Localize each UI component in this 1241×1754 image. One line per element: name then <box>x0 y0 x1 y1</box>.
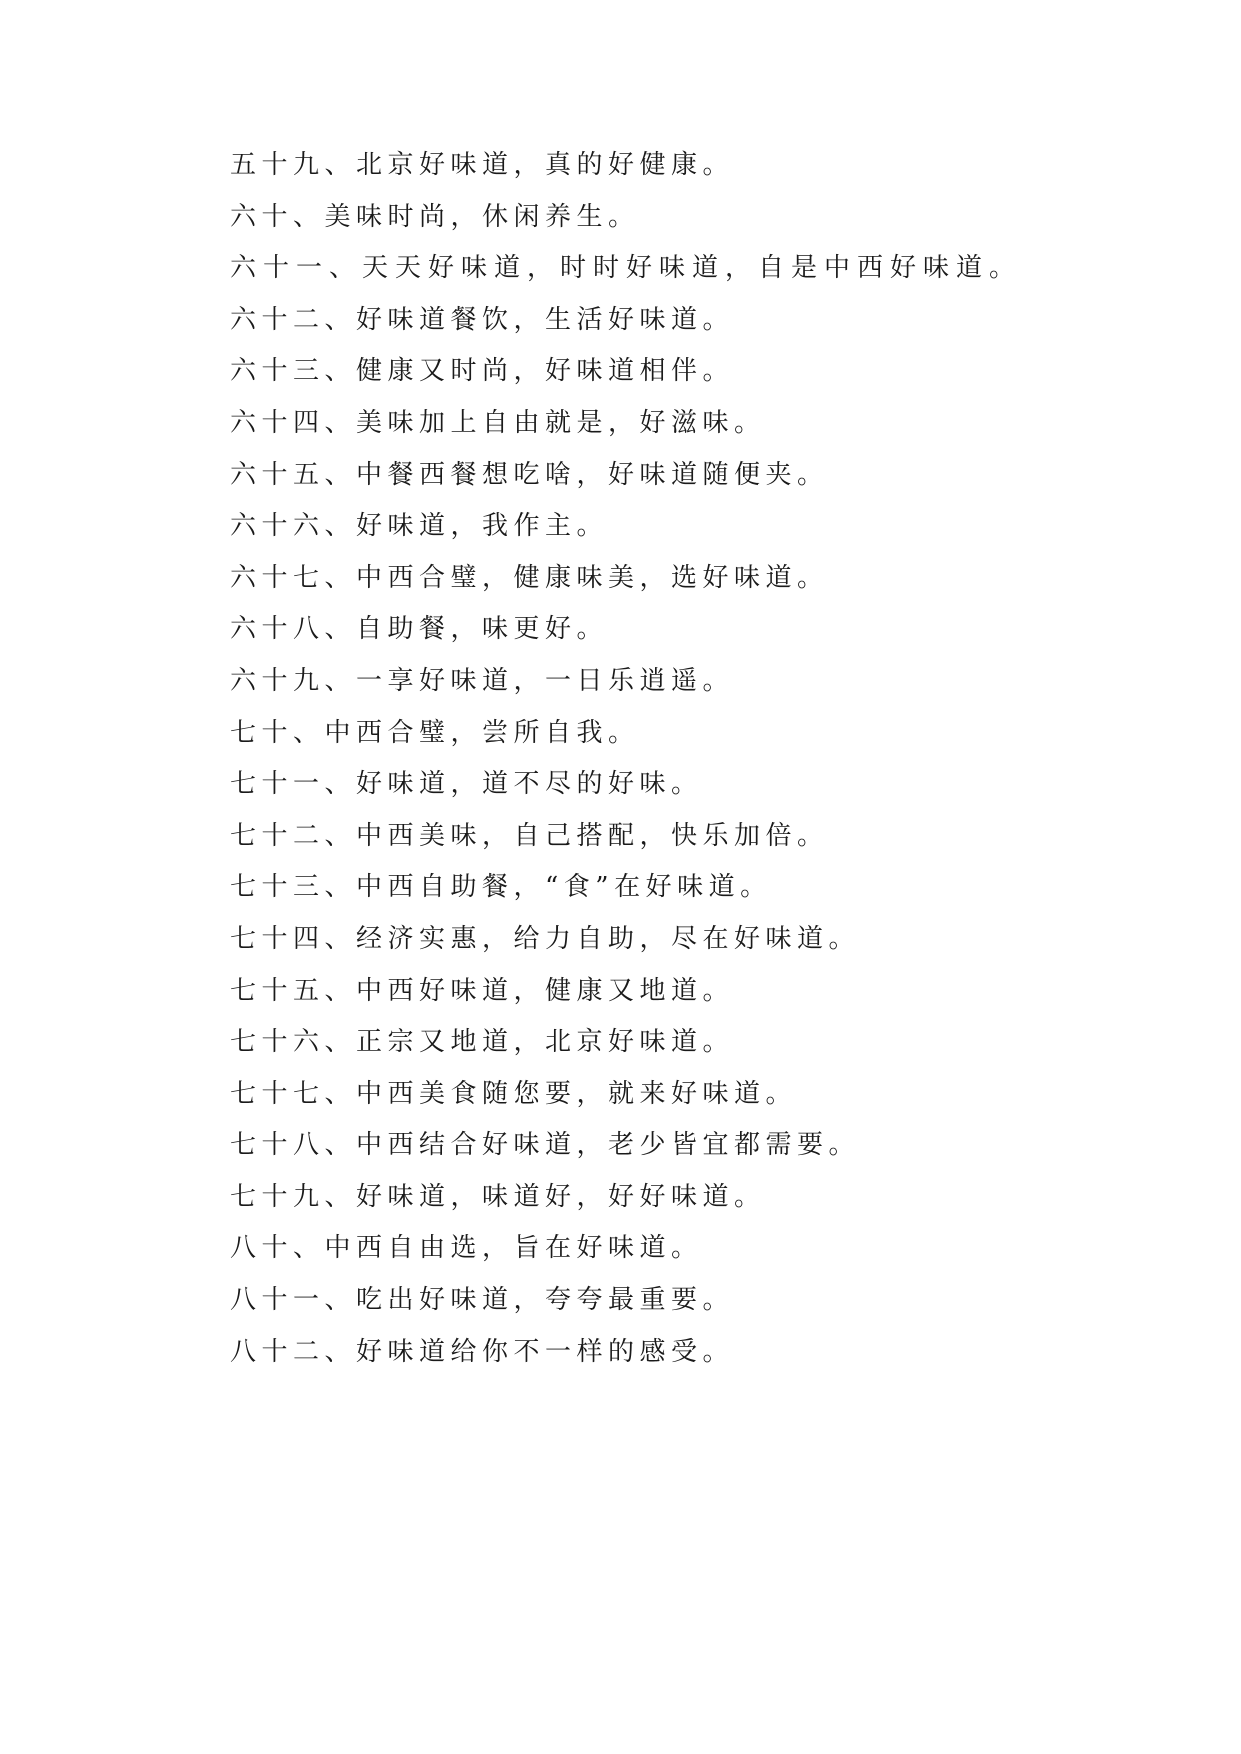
slogan-line: 五十九、北京好味道，真的好健康。 <box>230 150 735 180</box>
slogan-line: 六十三、健康又时尚，好味道相伴。 <box>230 356 735 387</box>
slogan-line: 八十一、吃出好味道，夸夸最重要。 <box>230 1285 735 1316</box>
slogan-line: 六十二、好味道餐饮，生活好味道。 <box>230 304 735 335</box>
slogan-line: 六十四、美味加上自由就是，好滋味。 <box>230 407 766 438</box>
slogan-line: 七十三、中西自助餐，“食”在好味道。 <box>230 872 772 903</box>
slogan-line: 六十八、自助餐，味更好。 <box>230 614 609 645</box>
slogan-line: 八十二、好味道给你不一样的感受。 <box>230 1336 735 1367</box>
slogan-line: 七十九、好味道，味道好，好好味道。 <box>230 1181 766 1212</box>
slogan-line: 七十、中西合璧，尝所自我。 <box>230 717 640 748</box>
slogan-line: 六十七、中西合璧，健康味美，选好味道。 <box>230 562 829 593</box>
slogan-line: 七十八、中西结合好味道，老少皆宜都需要。 <box>230 1130 861 1161</box>
slogan-line: 六十九、一享好味道，一日乐逍遥。 <box>230 665 735 696</box>
slogan-line: 七十六、正宗又地道，北京好味道。 <box>230 1027 735 1058</box>
slogan-line: 七十四、经济实惠，给力自助，尽在好味道。 <box>230 923 861 954</box>
slogan-line: 七十七、中西美食随您要，就来好味道。 <box>230 1078 798 1109</box>
slogan-line: 六十、美味时尚，休闲养生。 <box>230 201 640 232</box>
slogan-line: 七十二、中西美味，自己搭配，快乐加倍。 <box>230 820 829 851</box>
slogan-line: 六十一、天天好味道，时时好味道，自是中西好味道。 <box>230 253 1023 284</box>
slogan-line: 七十一、好味道，道不尽的好味。 <box>230 769 703 800</box>
slogan-line: 七十五、中西好味道，健康又地道。 <box>230 975 735 1006</box>
slogan-list <box>230 140 1022 1378</box>
slogan-line: 六十五、中餐西餐想吃啥，好味道随便夹。 <box>230 459 829 490</box>
slogan-line: 六十六、好味道，我作主。 <box>230 511 609 542</box>
slogan-line: 八十、中西自由选，旨在好味道。 <box>230 1233 703 1264</box>
